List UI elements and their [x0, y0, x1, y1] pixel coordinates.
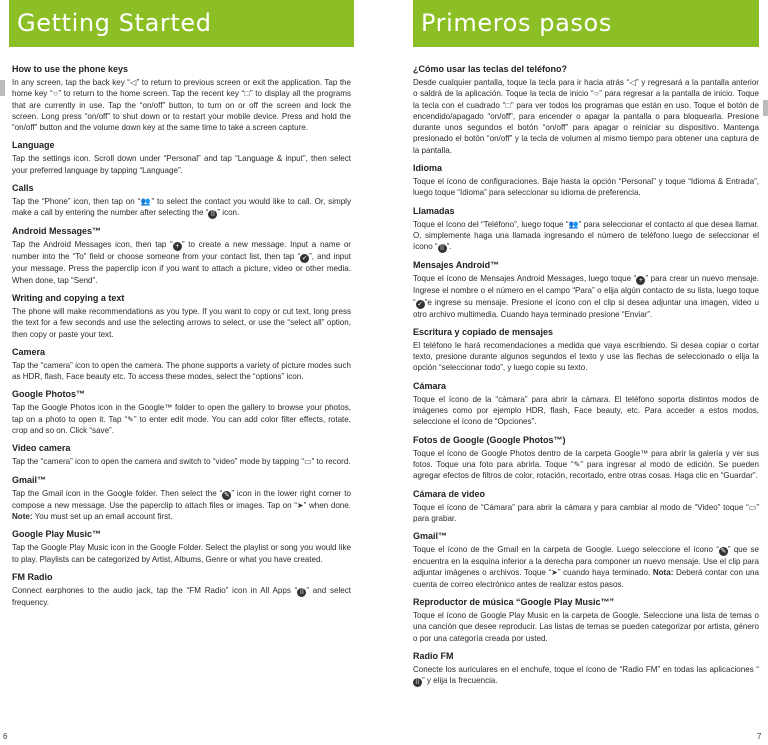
section-body — [12, 542, 351, 565]
banner-getting-started: Getting Started — [9, 0, 354, 47]
plus-icon: + — [173, 242, 182, 251]
section-heading: Escritura y copiado de mensajes — [413, 326, 554, 337]
text-run: Tap the Google Play Music icon in the Google Folder. Select the playlist or song you would like to play. Playlists can be categorized by Artist, Albums, Genre or what you have created. — [12, 543, 351, 564]
text-run: ”. — [446, 242, 452, 252]
text-run: ” icon. — [217, 208, 240, 218]
text-run: ” para ver todos los programas que están en uso. Toque el botón de encendido/apagado “on/off”, para encender o apagar la pantalla o para bloquearla. Presione durante unos segundos el botón “on/off” para apagar o reiniciar su dispositivo. Mantenga presionado el botón “on/off” y la tecla de volumen al mismo tiempo para obtener una captura de la pantalla. — [413, 100, 759, 155]
text-run: ” para ingresar al modo de edición. Se pueden agregar efectos de filtros de color, rotación, recortado, entre otras cosas. Haga clic en “Guardar”. — [413, 459, 759, 481]
text-run: ” cuando haya terminado. — [557, 568, 653, 578]
text-run: ” y elija la frecuencia. — [422, 676, 498, 686]
section-heading: Video camera — [12, 443, 71, 454]
text-run: ”, and input your message. Press the paperclip icon if you want to attach a picture, video or other media. When done, tap “Send”. — [12, 252, 351, 285]
page-number-left: 6 — [3, 732, 8, 741]
section-body — [413, 448, 759, 482]
text-run: Toque el ícono de the Gmail en la carpeta de Google. Luego seleccione el ícono “ — [413, 545, 719, 555]
text-run: Toque el ícono de configuraciones. Baje hasta la opción “Personal” y toque “Idioma & Entrada”, luego toque “Idioma” para seleccionar su idioma de preferencia. — [413, 177, 759, 198]
text-run: ” que se encuentra en la esquina inferior a la derecha para componer un nuevo mensaje. Use el clip para adjuntar imágenes o archivos. Toque “ — [413, 545, 759, 578]
section-heading: Android Messages™ — [12, 226, 102, 237]
text-run: Tap the “camera” icon to open the camera and switch to “video” mode by tapping “ — [12, 457, 305, 467]
text-run: ” icon in the lower right corner to compose a new message. Use the paperclip to attach files or images. Tap on “ — [12, 488, 351, 510]
text-run: ” para seleccionar el contacto al que desea llamar. O, simplemente haga una llamada ingresando el número de teléfono luego de seleccionar el ícono “ — [413, 219, 759, 252]
text-run: Toque el ícono de “Cámara” para abrir la cámara y para cambiar al modo de “Video” toque “ — [413, 502, 749, 512]
section-body — [12, 360, 351, 383]
text-run: The phone will make recommendations as you type. If you want to copy or cut text, long press the text for a few seconds and use the selecting arrows to select, or use the “select all” option, then copy or paste your text. — [12, 306, 351, 339]
section-body — [413, 77, 759, 156]
text-run: ” when done. — [303, 500, 351, 510]
compose-icon: ✎ — [223, 491, 230, 499]
text-run: Conecte los auriculares en el enchufe, toque el ícono de “Radio FM” en todas las aplicaciones “ — [413, 664, 759, 674]
text-run: In any screen, tap the back key “ — [12, 78, 130, 87]
text-run: Toque el ícono de Google Play Music en la carpeta de Google. Seleccione una lista de temas o una canción que desee reproducir. Las listas de temas se pueden categorizar por artista, género o por una categoría creada por usted. — [413, 611, 759, 643]
right-page — [413, 0, 762, 745]
recent-icon: □ — [244, 89, 250, 99]
page-edge-tab — [763, 100, 768, 116]
page-number-right: 7 — [757, 732, 762, 741]
section-body — [12, 456, 351, 467]
section-body — [413, 176, 759, 199]
section-heading: Fotos de Google (Google Photos™) — [413, 434, 566, 445]
back-icon: ◁ — [629, 78, 637, 87]
section-heading: Cámara — [413, 380, 447, 391]
text-run: Toque el ícono del “Teléfono”, luego toque “ — [413, 219, 569, 229]
section-body — [12, 196, 351, 219]
left-content — [9, 47, 354, 608]
section-heading: Idioma — [413, 163, 443, 174]
text-run: ” para regresar a la pantalla de inicio. Toque la tecla con el cuadrado “ — [413, 89, 759, 110]
left-page — [9, 0, 354, 745]
text-run: ” to return to the home screen. Tap the recent key “ — [58, 89, 245, 99]
contacts-icon: 👥 — [140, 197, 152, 207]
check-icon: ✓ — [417, 300, 424, 308]
edit-icon: ✎ — [573, 459, 581, 469]
note-label: Nota: — [652, 568, 674, 578]
section-body — [413, 219, 759, 254]
section-body — [12, 402, 351, 436]
section-body — [413, 273, 759, 320]
banner-primeros-pasos: Primeros pasos — [413, 0, 759, 47]
section-heading: Gmail™ — [413, 531, 448, 542]
text-run: Tap the “camera” icon to open the camera. The phone supports a variety of picture modes such as HDR, flash, Face beauty etc. To access these modes, select the “options” icon. — [12, 360, 351, 382]
text-run: Toque el ícono de la “cámara” para abrir la cámara. El teléfono soporta distintos modos de imágenes como por ejemplo HDR, flash, Face beauty, etc. Para acceder a estos modos, seleccione el ícono de “Opciones”. — [413, 394, 759, 427]
section-body — [413, 340, 759, 374]
video-icon: ▭ — [304, 457, 312, 467]
section-body — [12, 77, 351, 133]
text-run: ” para grabar. — [413, 502, 759, 523]
dialpad-icon: ⠿ — [210, 211, 216, 219]
home-icon: ○ — [593, 89, 600, 99]
page-edge-tab — [0, 80, 5, 96]
text-run: ” y regresará a la pantalla anterior o saldrá de la aplicación. Toque la tecla de inicio “ — [413, 78, 759, 99]
section-heading: ¿Cómo usar las teclas del teléfono? — [413, 64, 568, 74]
section-body — [12, 239, 351, 286]
section-heading: Google Photos™ — [12, 389, 85, 400]
note-label: Note: — [12, 511, 33, 521]
text-run: Toque el ícono de Mensajes Android Messages, luego toque “ — [413, 274, 637, 284]
edit-icon: ✎ — [127, 414, 134, 424]
apps-icon: ⠿ — [414, 679, 421, 687]
text-run: ” to create a new message. Input a name or number into the “To” field or choose someone from your contact list, then tap “ — [12, 240, 351, 262]
section-body — [413, 610, 759, 644]
section-heading: Gmail™ — [12, 474, 47, 485]
send-icon: ➤ — [551, 568, 558, 578]
send-icon: ➤ — [296, 500, 304, 510]
text-run: ”e ingrese su mensaje. Presione el ícono con el clip si desea adjuntar una imagen, video u otro archivo multimedia. Cuando haya terminado presione “Enviar”. — [413, 297, 759, 319]
text-run: Tap the Google Photos icon in the Google™ folder to open the gallery to browse your photos, tap on a photo to open it. Tap “ — [12, 403, 351, 424]
video-icon: ▭ — [748, 502, 757, 512]
text-run: Connect earphones to the audio jack, tap the “FM Radio” icon in All Apps “ — [12, 585, 298, 595]
section-heading: Llamadas — [413, 205, 455, 216]
text-run: ” to display all the programs that are currently in use. Tap the “on/off” button, to turn on or off the screen and lock the screen. Long press “on/off” to shut down or to restart your mobile device. Press and hold the “on/off” button and the volume down key at the same time to take a screen capture. — [12, 89, 351, 133]
text-run: Tap the settings icon. Scroll down under “Personal” and tap “Language & input”, then select your preferred language by tapping “Language”. — [12, 154, 351, 175]
dialpad-icon: ⠿ — [439, 245, 445, 253]
apps-icon: ⠿ — [299, 588, 305, 596]
section-body — [12, 488, 351, 523]
text-run: You must set up an email account first. — [32, 511, 173, 521]
section-heading: Google Play Music™ — [12, 529, 102, 540]
text-run: Desde cualquier pantalla, toque la tecla para ir hacia atrás “ — [413, 78, 630, 87]
text-run: Tap the Android Messages icon, then tap “ — [12, 240, 173, 250]
section-heading: Camera — [12, 346, 46, 357]
text-run: ” and select frequency. — [12, 585, 351, 607]
contacts-icon: 👥 — [568, 219, 579, 229]
compose-icon: ✎ — [720, 548, 727, 556]
plus-icon: + — [636, 276, 645, 285]
section-heading: How to use the phone keys — [12, 64, 129, 74]
text-run: Toque el ícono de Google Photos dentro de la carpeta Google™ para abrir la galería y ver sus fotos. Toque una foto para abrirla. Toque “ — [413, 448, 759, 469]
text-run: ” to record. — [311, 457, 351, 467]
text-run: ” to return to previous screen or exit the application. Tap the home key “ — [12, 78, 352, 99]
section-body — [413, 502, 759, 525]
text-run: Tap the “Phone” icon, then tap on “ — [12, 197, 141, 207]
text-run: ” to select the contact you would like to call. Or, simply make a call by entering the number after selecting the “ — [12, 197, 351, 218]
text-run: ” para crear un nuevo mensaje. Ingrese el nombre o el número en el campo “Para” o elija algún contacto de su lista, luego toque “ — [413, 274, 759, 307]
section-heading: Radio FM — [413, 650, 454, 661]
section-body — [413, 544, 759, 590]
section-heading: Reproductor de música “Google Play Music™” — [413, 597, 615, 608]
back-icon: ◁ — [129, 78, 137, 87]
check-icon: ✓ — [301, 255, 308, 263]
home-icon: ○ — [52, 89, 59, 99]
section-body — [12, 306, 351, 340]
section-heading: Calls — [12, 183, 34, 194]
section-heading: Writing and copying a text — [12, 292, 125, 303]
section-body — [12, 585, 351, 608]
section-body — [413, 394, 759, 428]
section-body — [12, 153, 351, 176]
text-run: Deberá contar con una cuenta de correo electrónico antes de realizar estos pasos. — [413, 568, 759, 589]
section-heading: Cámara de video — [413, 488, 486, 499]
section-heading: FM Radio — [12, 571, 53, 582]
recent-icon: □ — [505, 100, 512, 110]
text-run: Tap the Gmail icon in the Google folder. Then select the “ — [12, 488, 223, 498]
section-heading: Mensajes Android™ — [413, 260, 500, 271]
section-heading: Language — [12, 140, 55, 151]
text-run: ” to enter edit mode. You can add color filter effects, rotate, crop and so on. Click “save”. — [12, 414, 352, 436]
right-content — [413, 47, 759, 687]
text-run: El teléfono le hará recomendaciones a medida que vaya escribiendo. Si desea copiar o cortar texto, presione durante algunos segundos el texto y use las flechas de seleccionado o elija la opción “seleccionar todo”, y luego copie su texto. — [413, 340, 759, 373]
section-body — [413, 664, 759, 687]
